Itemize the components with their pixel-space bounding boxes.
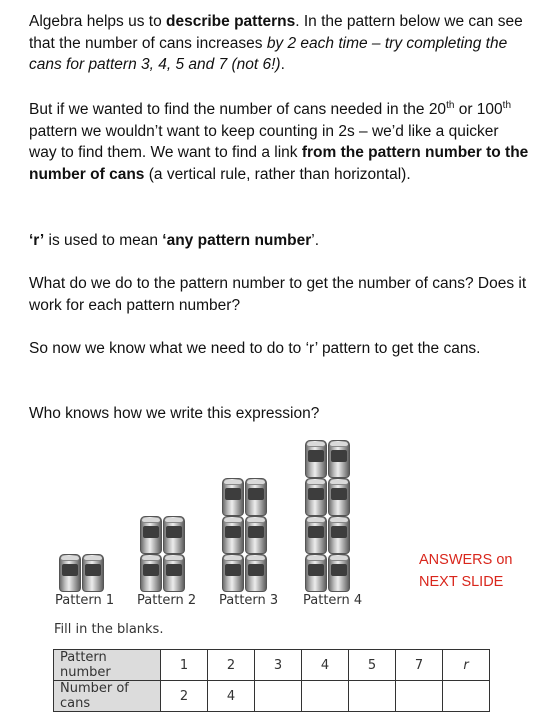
can-icon (222, 478, 244, 516)
cans-blank-cell[interactable] (255, 681, 302, 712)
r-def-end: ’. (311, 232, 320, 249)
row-header-pattern-number: Pattern number (54, 650, 161, 681)
r-def-bold: ‘any pattern number (162, 232, 312, 249)
intro-text: Algebra helps us to (29, 13, 167, 30)
can-icon (59, 554, 81, 592)
pattern-number-cell: 2 (208, 650, 255, 681)
cans-blank-cell[interactable] (349, 681, 396, 712)
r-pattern-paragraph: So now we know what we need to do to ‘r’ pattern to get the cans. (29, 340, 481, 357)
can-icon (245, 478, 267, 516)
pattern-number-cell: 3 (255, 650, 302, 681)
can-icon (328, 516, 350, 554)
pattern-number-cell: 1 (161, 650, 208, 681)
cans-cell: 4 (208, 681, 255, 712)
expression-question: Who knows how we write this expression? (29, 405, 320, 422)
can-icon (222, 516, 244, 554)
pattern-number-cell: 4 (302, 650, 349, 681)
pattern-1-label: Pattern 1 (55, 593, 115, 608)
row-header-number-of-cans: Number of cans (54, 681, 161, 712)
can-icon (328, 478, 350, 516)
can-icon (140, 516, 162, 554)
can-icon (305, 554, 327, 592)
pattern-number-cell: r (443, 650, 490, 681)
cans-cell: 2 (161, 681, 208, 712)
question-paragraph: What do we do to the pattern number to get the number of cans? Does it work for each pattern number? (29, 275, 527, 314)
link-text-2: or 100 (454, 101, 503, 118)
cans-blank-cell[interactable] (302, 681, 349, 712)
can-icon (328, 440, 350, 478)
r-definition (29, 230, 529, 252)
can-icon (328, 554, 350, 592)
answers-line-1: ANSWERS on (419, 552, 513, 568)
intro-period: . (280, 56, 285, 73)
cans-blank-cell[interactable] (443, 681, 490, 712)
can-icon (163, 554, 185, 592)
link-text-4: (a vertical rule, rather than horizontal). (144, 165, 411, 183)
intro-text-2: . In the pattern below we can see that the number of cans increases (29, 13, 523, 52)
pattern-3-label: Pattern 3 (219, 593, 279, 608)
intro-paragraph (29, 11, 529, 76)
pattern-number-cell: 7 (396, 650, 443, 681)
pattern-table (53, 649, 490, 712)
intro-bold: describe patterns (166, 13, 296, 30)
superscript-th-2: th (502, 99, 512, 111)
can-icon (245, 554, 267, 592)
pattern-4-label: Pattern 4 (303, 593, 363, 608)
cans-blank-cell[interactable] (396, 681, 443, 712)
can-icon (245, 516, 267, 554)
can-icon (222, 554, 244, 592)
can-icon (305, 516, 327, 554)
link-bold: from the pattern number to the number of cans (29, 144, 529, 183)
link-paragraph (29, 99, 529, 185)
can-icon (82, 554, 104, 592)
answers-line-2: NEXT SLIDE (419, 574, 504, 590)
answers-note (419, 549, 534, 593)
can-icon (140, 554, 162, 592)
fill-instruction: Fill in the blanks. (54, 622, 164, 637)
r-symbol: ‘r’ (29, 232, 45, 249)
table-row (54, 650, 490, 681)
superscript-th: th (446, 99, 455, 111)
can-icon (305, 440, 327, 478)
pattern-2-label: Pattern 2 (137, 593, 197, 608)
table-row (54, 681, 490, 712)
r-def-text: is used to mean (44, 232, 163, 249)
pattern-number-cell: 5 (349, 650, 396, 681)
can-icon (163, 516, 185, 554)
link-text: But if we wanted to find the number of cans needed in the 20 (29, 101, 447, 118)
can-icon (305, 478, 327, 516)
intro-italic: by 2 each time – try completing the cans for pattern 3, 4, 5 and 7 (not 6!) (29, 34, 508, 73)
link-text-3: pattern we wouldn’t want to keep counting in 2s – we’d like a quicker way to find them. We want to find a link (29, 122, 499, 161)
